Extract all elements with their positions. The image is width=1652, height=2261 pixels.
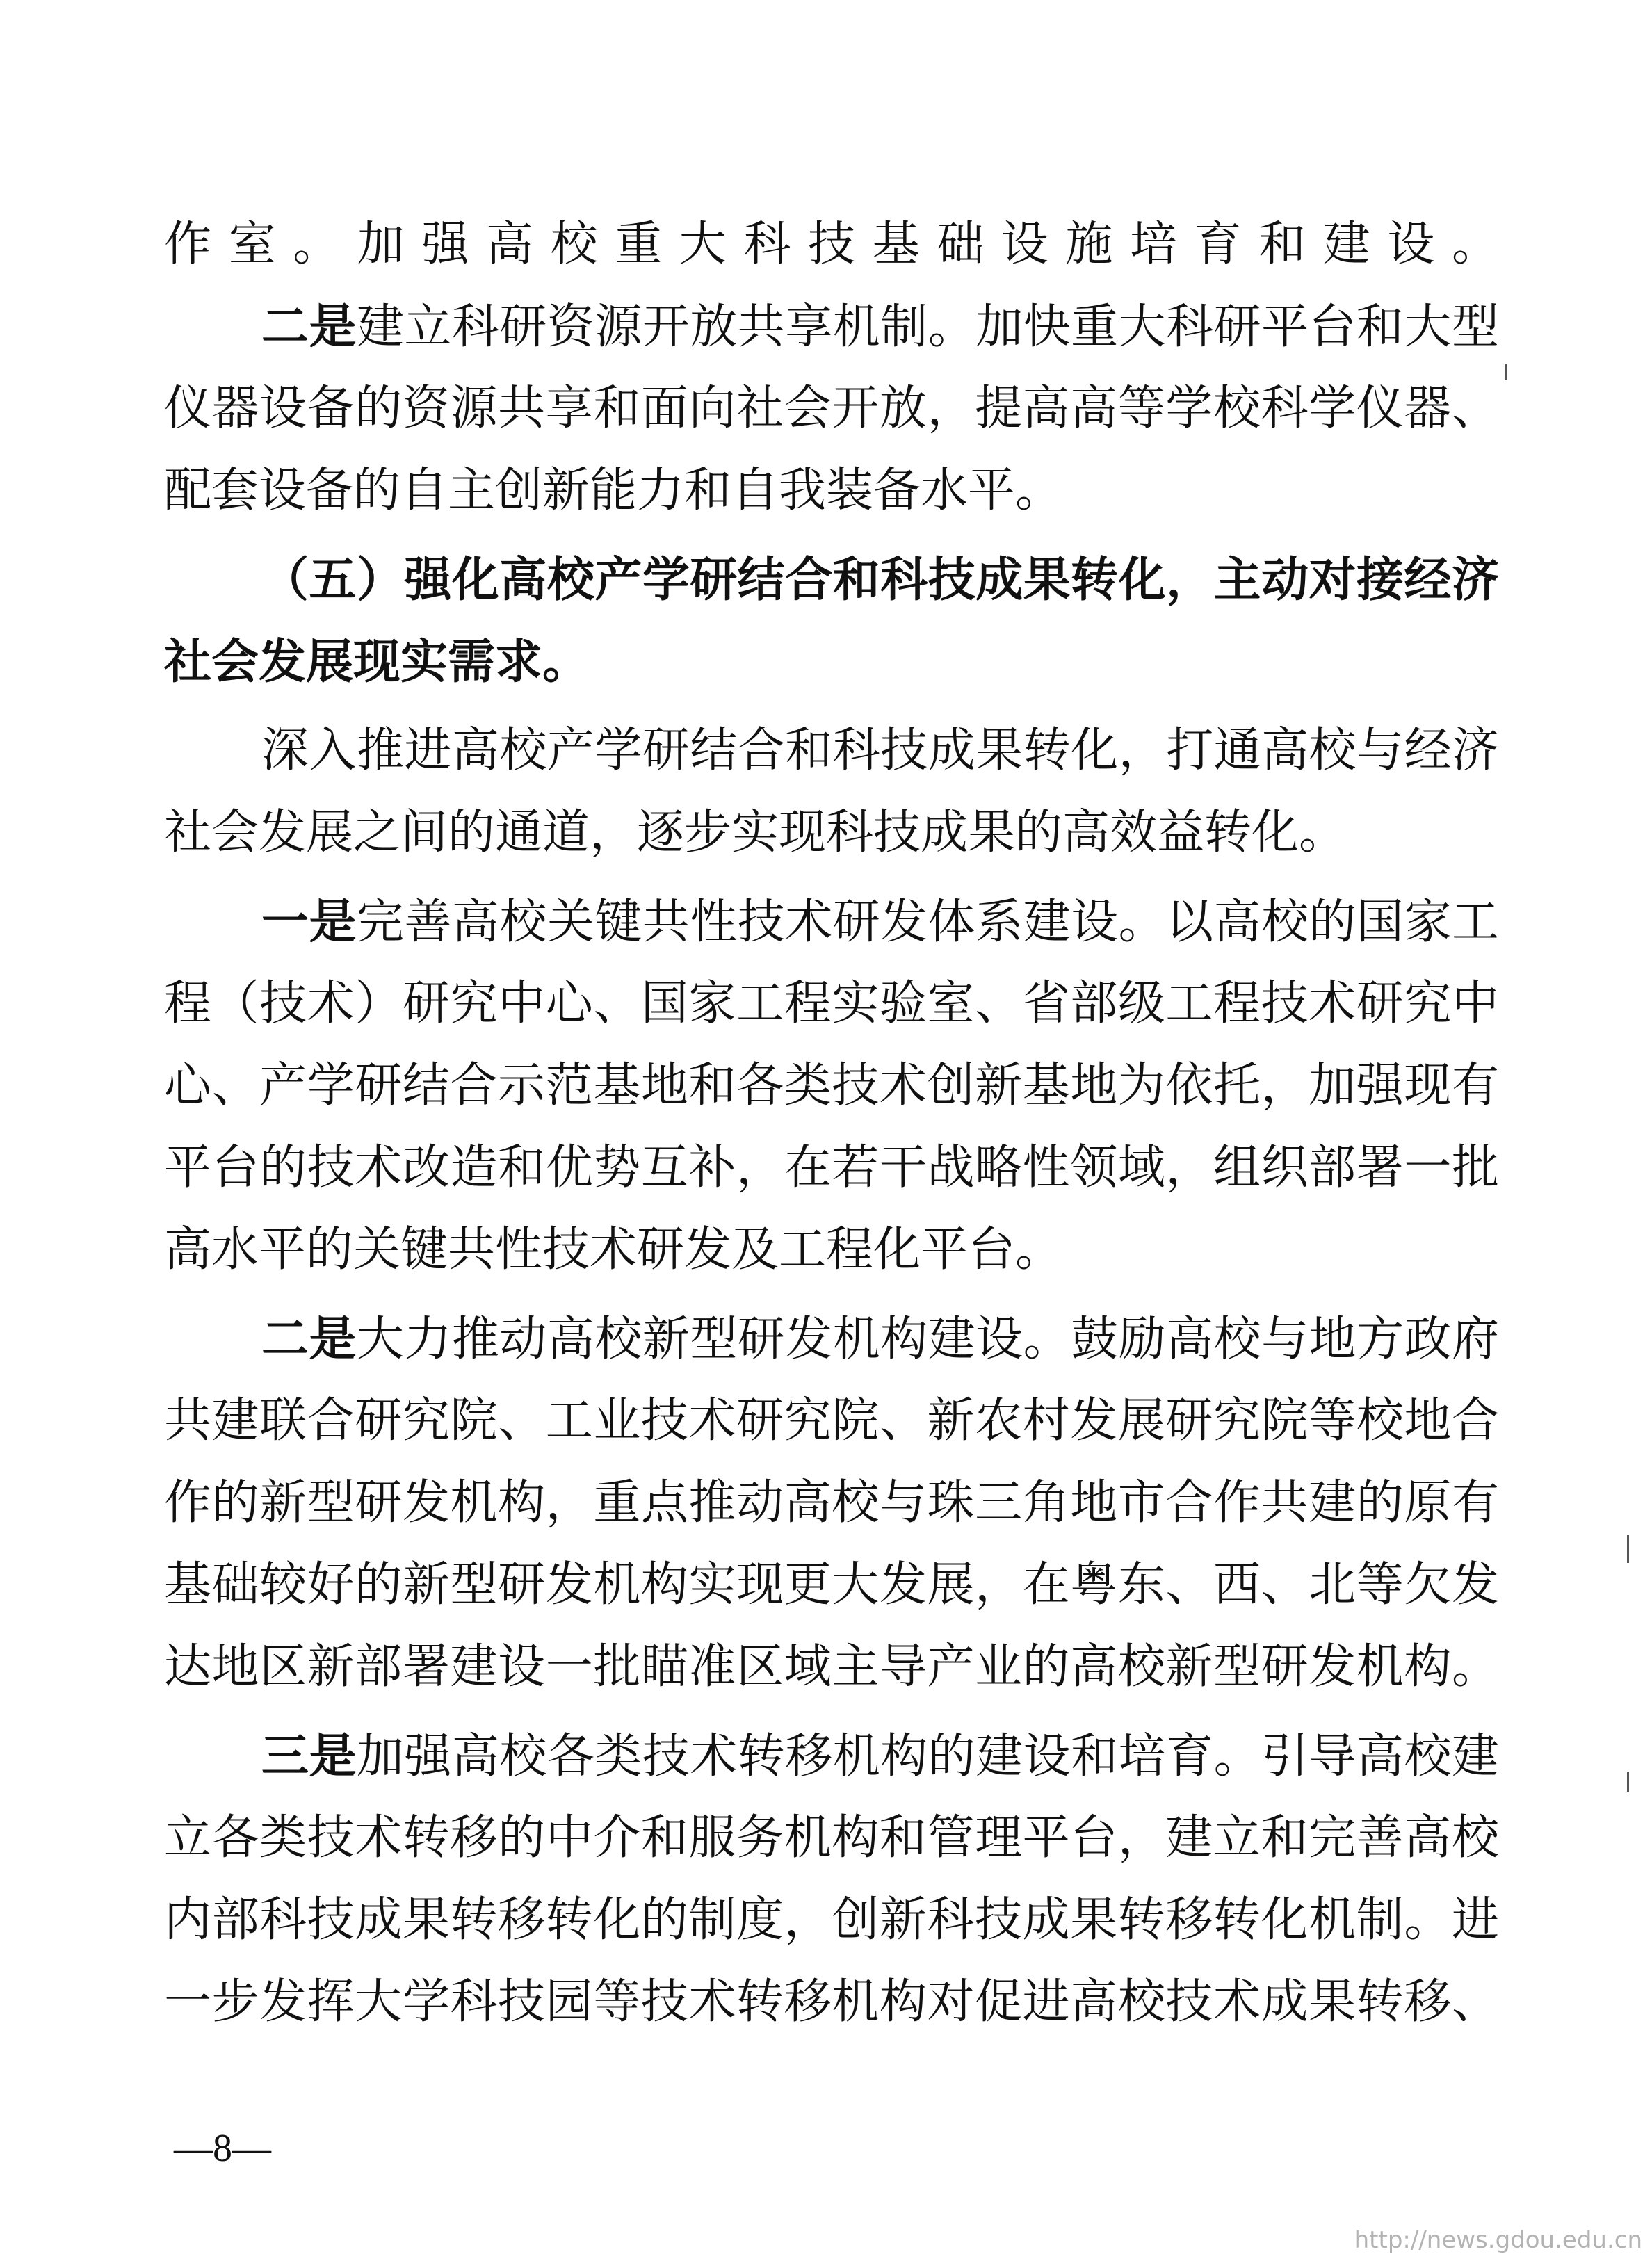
text-line: [164, 1893, 1499, 1947]
text-segment: 作室。加强高校重大科技基础设施培育和建设。: [164, 217, 1499, 272]
text-segment: 建立科研资源开放共享机制。加快重大科研平台和大型: [356, 300, 1499, 355]
text-segment: 完善高校关键共性技术研发体系建设。以高校的国家工: [356, 895, 1499, 950]
text-line: [164, 1311, 1499, 1367]
section-heading-line: [164, 634, 1499, 690]
text-line: [164, 976, 1499, 1031]
text-line: [164, 1222, 1499, 1277]
text-segment: 配套设备的自主创新能力和自我装备水平。: [164, 463, 1063, 518]
text-line: [164, 299, 1499, 355]
text-line: [164, 1058, 1499, 1113]
text-line: [164, 1140, 1499, 1195]
text-segment: 达地区新部署建设一批瞄准区域主导产业的高校新型研发机构。: [164, 1639, 1499, 1694]
section-heading: （五）强化高校产学研结合和科技成果转化，主动对接经济: [261, 552, 1499, 608]
text-line: [164, 1393, 1499, 1448]
scan-speck: [1627, 1772, 1629, 1792]
text-segment: 高水平的关键共性技术研发及工程化平台。: [164, 1222, 1063, 1277]
text-line: [164, 894, 1499, 950]
text-line: [164, 1639, 1499, 1694]
text-segment: 程（技术）研究中心、国家工程实验室、省部级工程技术研究中: [164, 976, 1499, 1031]
text-segment: 社会发展之间的通道，逐步实现科技成果的高效益转化。: [164, 805, 1347, 860]
text-segment: 心、产学研结合示范基地和各类技术创新基地为依托，加强现有: [164, 1058, 1499, 1113]
body-text: [164, 217, 1499, 2061]
text-line: [164, 1728, 1499, 1784]
text-line: [164, 805, 1499, 860]
text-line: [164, 381, 1499, 436]
text-segment: 作的新型研发机构，重点推动高校与珠三角地市合作共建的原有: [164, 1475, 1499, 1530]
text-line: [164, 217, 1499, 272]
text-segment-lead: 三是: [261, 1728, 357, 1784]
text-segment: 平台的技术改造和优势互补，在若干战略性领域，组织部署一批: [164, 1140, 1499, 1195]
text-segment: 基础较好的新型研发机构实现更大发展，在粤东、西、北等欠发: [164, 1557, 1499, 1612]
text-segment: 立各类技术转移的中介和服务机构和管理平台，建立和完善高校: [164, 1810, 1499, 1865]
text-segment: 一步发挥大学科技园等技术转移机构对促进高校技术成果转移、: [164, 1975, 1499, 2029]
text-segment-lead: 二是: [261, 1311, 357, 1367]
text-segment: 加强高校各类技术转移机构的建设和培育。引导高校建: [356, 1729, 1499, 1784]
text-line: [164, 723, 1499, 778]
section-heading-line: [164, 552, 1499, 608]
text-segment: 共建联合研究院、工业技术研究院、新农村发展研究院等校地合: [164, 1393, 1499, 1448]
text-line: [164, 1975, 1499, 2029]
text-segment: 内部科技成果转移转化的制度，创新科技成果转移转化机制。进: [164, 1893, 1499, 1947]
scan-speck: [1627, 1535, 1629, 1563]
watermark: http://news.gdou.edu.cn: [1354, 2226, 1642, 2254]
text-line: [164, 463, 1499, 518]
page-number: —8—: [174, 2127, 271, 2170]
text-line: [164, 1475, 1499, 1530]
text-segment-lead: 二是: [261, 299, 357, 355]
scan-speck: [1505, 364, 1507, 380]
section-heading: 社会发展现实需求。: [164, 634, 590, 690]
text-segment: 大力推动高校新型研发机构建设。鼓励高校与地方政府: [356, 1312, 1499, 1367]
text-segment: 仪器设备的资源共享和面向社会开放，提高高等学校科学仪器、: [164, 381, 1499, 436]
text-segment: 深入推进高校产学研结合和科技成果转化，打通高校与经济: [261, 723, 1499, 778]
text-line: [164, 1810, 1499, 1865]
text-segment-lead: 一是: [261, 894, 357, 950]
text-line: [164, 1557, 1499, 1612]
